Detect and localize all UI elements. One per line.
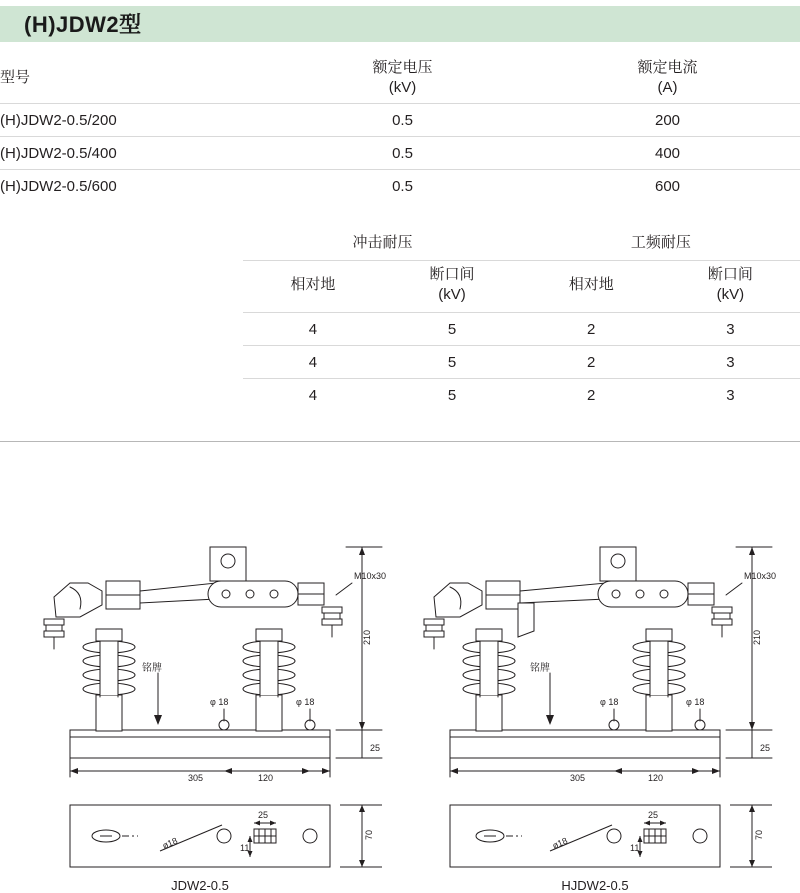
table-row — [0, 345, 800, 378]
cell-pf-phase-to-ground: 2 — [522, 345, 661, 378]
cell-impulse-across-break: 5 — [382, 312, 521, 345]
cell-voltage: 0.5 — [270, 169, 535, 202]
left-plan-label-11: 11 — [240, 843, 250, 853]
header-model: 型号 — [0, 69, 31, 87]
right-label-width-total: 305 — [570, 773, 586, 783]
label-pf-unit: (kV) — [716, 286, 745, 304]
cell-impulse-phase-to-ground: 4 — [243, 345, 382, 378]
label-impulse-across-break: 断口间 — [429, 266, 475, 283]
drawings-area — [0, 515, 800, 893]
left-drawing-caption: JDW2-0.5 — [171, 878, 229, 893]
cell-impulse-phase-to-ground: 4 — [243, 312, 382, 345]
header-pf-across-break — [661, 261, 800, 313]
right-label-nameplate: 铭牌 — [530, 663, 550, 674]
right-label-bolt: M10x30 — [744, 571, 777, 581]
table-row — [0, 103, 800, 136]
right-plan-label-hole: ø18 — [550, 835, 570, 851]
cell-current: 200 — [535, 103, 800, 136]
right-label-base-height: 25 — [760, 743, 771, 753]
label-pf-phase-to-ground: 相对地 — [568, 276, 614, 294]
right-label-width-inner: 120 — [648, 773, 664, 783]
table-bottom-rule — [0, 441, 800, 442]
header-pf-phase-to-ground — [522, 261, 661, 313]
left-label-width-total: 305 — [188, 773, 204, 783]
cell-impulse-across-break: 5 — [382, 345, 521, 378]
header-impulse-across-break — [382, 261, 521, 313]
cell-impulse-across-break: 5 — [382, 378, 521, 411]
cell-pf-across-break: 3 — [661, 378, 800, 411]
left-label-base-height: 25 — [370, 743, 381, 753]
right-label-hole-right: φ 18 — [686, 697, 705, 707]
spacer-cell — [0, 345, 243, 378]
left-label-height: 210 — [362, 629, 372, 645]
spacer-cell — [0, 261, 243, 313]
ratings-table — [0, 52, 800, 202]
left-plan-label-hole: ø18 — [160, 835, 180, 851]
left-plan-label-depth: 70 — [364, 829, 374, 840]
left-label-hole-left: φ 18 — [210, 697, 229, 707]
header-rated-voltage — [270, 52, 535, 103]
cell-impulse-phase-to-ground: 4 — [243, 378, 382, 411]
cell-voltage: 0.5 — [270, 103, 535, 136]
table-row — [0, 378, 800, 411]
left-label-bolt: M10x30 — [354, 571, 387, 581]
right-elevation-drawing — [400, 525, 790, 785]
cell-pf-across-break: 3 — [661, 345, 800, 378]
table-header-row — [0, 52, 800, 103]
right-drawing-caption: HJDW2-0.5 — [561, 878, 629, 893]
page-title: (H)JDW2型 — [24, 12, 142, 37]
table-row — [0, 312, 800, 345]
cell-pf-across-break: 3 — [661, 312, 800, 345]
left-plan-drawing — [10, 795, 400, 890]
cell-voltage: 0.5 — [270, 136, 535, 169]
table-row — [0, 136, 800, 169]
spacer-cell — [0, 378, 243, 411]
left-label-hole-right: φ 18 — [296, 697, 315, 707]
right-plan-label-depth: 70 — [754, 829, 764, 840]
right-plan-label-11: 11 — [630, 843, 640, 853]
cell-model: (H)JDW2-0.5/400 — [0, 136, 270, 169]
left-plan-label-25: 25 — [258, 810, 269, 820]
left-label-nameplate: 铭牌 — [142, 663, 162, 674]
cell-pf-phase-to-ground: 2 — [522, 312, 661, 345]
header-rated-current-label: 额定电流 — [637, 59, 698, 76]
right-label-height: 210 — [752, 629, 762, 645]
header-power-frequency-withstand: 工频耐压 — [630, 234, 691, 251]
label-impulse-unit: (kV) — [438, 286, 466, 304]
right-plan-drawing — [400, 795, 790, 890]
header-impulse-withstand: 冲击耐压 — [352, 234, 413, 251]
label-pf-across-break: 断口间 — [707, 266, 753, 283]
spacer-cell — [0, 225, 243, 261]
right-plan-label-25: 25 — [648, 810, 659, 820]
cell-model: (H)JDW2-0.5/600 — [0, 169, 270, 202]
header-rated-current-unit: (A) — [657, 79, 678, 97]
cell-pf-phase-to-ground: 2 — [522, 378, 661, 411]
header-rated-voltage-label: 额定电压 — [372, 59, 433, 76]
group-header-row — [0, 225, 800, 261]
header-rated-voltage-unit: (kV) — [388, 79, 417, 97]
withstand-voltage-table — [0, 225, 800, 411]
header-impulse-phase-to-ground — [243, 261, 382, 313]
table-row — [0, 169, 800, 202]
sub-header-row — [0, 261, 800, 313]
cell-model: (H)JDW2-0.5/200 — [0, 103, 270, 136]
cell-current: 600 — [535, 169, 800, 202]
header-rated-current — [535, 52, 800, 103]
left-elevation-drawing — [10, 525, 400, 785]
spacer-cell — [0, 312, 243, 345]
cell-current: 400 — [535, 136, 800, 169]
label-impulse-phase-to-ground: 相对地 — [290, 276, 336, 294]
right-label-hole-left: φ 18 — [600, 697, 619, 707]
left-label-width-inner: 120 — [258, 773, 274, 783]
